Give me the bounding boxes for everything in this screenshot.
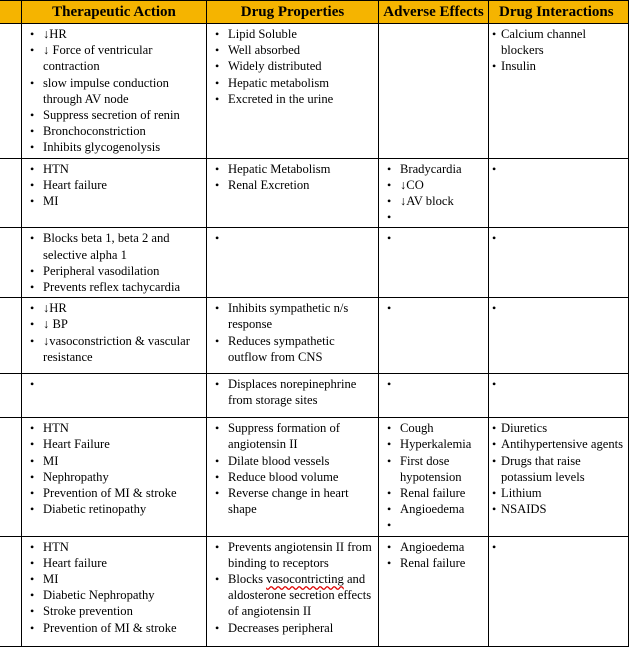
list-item: • Displaces norepinephrine from storage sites xyxy=(207,376,376,408)
list-item: • Bradycardia xyxy=(379,161,486,177)
bullet-list xyxy=(22,537,206,638)
therapeutic-action-cell xyxy=(22,298,207,374)
list-item: • Drugs that raise potassium levels xyxy=(491,453,626,485)
drug-interactions-cell xyxy=(489,298,629,374)
therapeutic-action-cell xyxy=(22,158,207,228)
bullet-list xyxy=(379,418,488,535)
list-item: • Widely distributed xyxy=(207,58,376,74)
bullet-list xyxy=(379,374,488,394)
list-item: • Inhibits glycogenolysis xyxy=(22,139,204,155)
list-item: • Blocks beta 1, beta 2 and selective alpha 1 xyxy=(22,230,204,262)
drug-interactions-cell xyxy=(489,374,629,418)
list-item: • Heart failure xyxy=(22,177,204,193)
drug-properties-cell xyxy=(207,158,379,228)
list-item: • Peripheral vasodilation xyxy=(22,263,204,279)
drug-properties-cell xyxy=(207,24,379,159)
list-item: • Renal Excretion xyxy=(207,177,376,193)
list-item xyxy=(22,376,204,392)
table-row xyxy=(0,228,629,298)
therapeutic-action-cell xyxy=(22,418,207,536)
drug-name-cell xyxy=(0,418,22,536)
list-item: • Lithium xyxy=(491,485,626,501)
header-drug-column xyxy=(0,1,22,24)
list-item: • Reduce blood volume xyxy=(207,469,376,485)
bullet-list xyxy=(379,537,488,573)
bullet-list xyxy=(22,298,206,367)
list-item: • Reduces sympathetic outflow from CNS xyxy=(207,333,376,365)
list-item: • Hepatic Metabolism xyxy=(207,161,376,177)
list-item: • HTN xyxy=(22,539,204,555)
adverse-effects-cell xyxy=(379,536,489,646)
list-item xyxy=(207,230,376,246)
list-item: • MI xyxy=(22,453,204,469)
table-row xyxy=(0,374,629,418)
bullet-list xyxy=(379,228,488,248)
list-item: • Prevention of MI & stroke xyxy=(22,485,204,501)
drug-properties-cell xyxy=(207,536,379,646)
table-row xyxy=(0,158,629,228)
bullet-list xyxy=(207,24,378,109)
list-item: • Nephropathy xyxy=(22,469,204,485)
list-item: • Diabetic retinopathy xyxy=(22,501,204,517)
table-row xyxy=(0,298,629,374)
list-item: • Diabetic Nephropathy xyxy=(22,587,204,603)
bullet-list xyxy=(489,374,628,394)
bullet-list xyxy=(489,228,628,248)
drug-interactions-cell xyxy=(489,158,629,228)
bullet-list xyxy=(207,374,378,410)
header-row xyxy=(0,1,629,24)
header-drug-properties: Drug Properties xyxy=(207,1,379,24)
bullet-list xyxy=(22,228,206,297)
therapeutic-action-cell xyxy=(22,374,207,418)
list-item: • Renal failure xyxy=(379,555,486,571)
list-item: • Dilate blood vessels xyxy=(207,453,376,469)
list-item: • Excreted in the urine xyxy=(207,91,376,107)
header-therapeutic-action: Therapeutic Action xyxy=(22,1,207,24)
list-item xyxy=(379,209,486,225)
bullet-list xyxy=(22,374,206,394)
table-row xyxy=(0,24,629,159)
list-item: • Antihypertensive agents xyxy=(491,436,626,452)
drug-name-cell xyxy=(0,24,22,159)
list-item: • Stroke prevention xyxy=(22,603,204,619)
list-item: • Lipid Soluble xyxy=(207,26,376,42)
bullet-list xyxy=(22,24,206,158)
bullet-list xyxy=(207,537,378,638)
therapeutic-action-cell xyxy=(22,228,207,298)
drug-interactions-cell xyxy=(489,536,629,646)
list-item: • NSAIDS xyxy=(491,501,626,517)
list-item: • Renal failure xyxy=(379,485,486,501)
list-item: • Heart Failure xyxy=(22,436,204,452)
adverse-effects-cell xyxy=(379,24,489,159)
adverse-effects-cell xyxy=(379,374,489,418)
drug-properties-cell xyxy=(207,418,379,536)
list-item xyxy=(379,517,486,533)
drug-properties-cell xyxy=(207,228,379,298)
list-item: • Inhibits sympathetic n/s response xyxy=(207,300,376,332)
bullet-list xyxy=(22,159,206,212)
table-body xyxy=(0,24,629,647)
list-item: • Heart failure xyxy=(22,555,204,571)
drug-name-cell xyxy=(0,158,22,228)
adverse-effects-cell xyxy=(379,228,489,298)
list-item: • Blocks vasocontricting and aldosterone secretion effects of angiotensin II xyxy=(207,571,376,620)
drug-interactions-cell xyxy=(489,24,629,159)
list-item: • Suppress secretion of renin xyxy=(22,107,204,123)
list-item: • Prevention of MI & stroke xyxy=(22,620,204,636)
bullet-list xyxy=(489,159,628,179)
bullet-list xyxy=(207,228,378,248)
drug-name-cell xyxy=(0,536,22,646)
list-item xyxy=(379,300,486,316)
list-item: • HTN xyxy=(22,161,204,177)
adverse-effects-cell xyxy=(379,158,489,228)
drug-name-cell xyxy=(0,228,22,298)
drug-name-cell xyxy=(0,298,22,374)
bullet-list xyxy=(379,159,488,228)
therapeutic-action-cell xyxy=(22,536,207,646)
adverse-effects-cell xyxy=(379,298,489,374)
table-row xyxy=(0,536,629,646)
list-item: • Angioedema xyxy=(379,539,486,555)
list-item: • Diuretics xyxy=(491,420,626,436)
drug-interactions-cell xyxy=(489,228,629,298)
list-item: • slow impulse conduction through AV node xyxy=(22,75,204,107)
therapeutic-action-cell xyxy=(22,24,207,159)
list-item: • MI xyxy=(22,571,204,587)
list-item xyxy=(491,376,626,392)
list-item xyxy=(379,376,486,392)
list-item: • ↓CO xyxy=(379,177,486,193)
bullet-list xyxy=(489,537,628,557)
list-item: • First dose hypotension xyxy=(379,453,486,485)
list-item: • ↓AV block xyxy=(379,193,486,209)
list-item: • Decreases peripheral xyxy=(207,620,376,636)
bullet-list xyxy=(207,418,378,519)
header-drug-interactions: Drug Interactions xyxy=(489,1,629,24)
table-row xyxy=(0,418,629,536)
list-item xyxy=(379,230,486,246)
bullet-list xyxy=(207,298,378,367)
adverse-effects-cell xyxy=(379,418,489,536)
bullet-list xyxy=(379,298,488,318)
list-item: • Suppress formation of angiotensin II xyxy=(207,420,376,452)
list-item: • Reverse change in heart shape xyxy=(207,485,376,517)
list-item: • ↓ Force of ventricular contraction xyxy=(22,42,204,74)
bullet-list xyxy=(489,24,628,77)
bullet-list xyxy=(489,298,628,318)
list-item: • ↓HR xyxy=(22,26,204,42)
list-item: • Calcium channel blockers xyxy=(491,26,626,58)
bullet-list xyxy=(489,418,628,519)
list-item: • Prevents angiotensin II from binding to receptors xyxy=(207,539,376,571)
spellcheck-word: vasocontricting xyxy=(266,572,344,587)
drug-properties-cell xyxy=(207,298,379,374)
list-item: • ↓vasoconstriction & vascular resistance xyxy=(22,333,204,365)
bullet-list xyxy=(207,159,378,195)
header-adverse-effects: Adverse Effects xyxy=(379,1,489,24)
list-item: • MI xyxy=(22,193,204,209)
list-item: • ↓ BP xyxy=(22,316,204,332)
drug-name-cell xyxy=(0,374,22,418)
bullet-list xyxy=(22,418,206,519)
list-item: • Well absorbed xyxy=(207,42,376,58)
list-item: • Angioedema xyxy=(379,501,486,517)
list-item: • ↓HR xyxy=(22,300,204,316)
list-item xyxy=(491,300,626,316)
list-item xyxy=(491,230,626,246)
list-item: • Prevents reflex tachycardia xyxy=(22,279,204,295)
list-item: • Insulin xyxy=(491,58,626,74)
list-item: • Hepatic metabolism xyxy=(207,75,376,91)
list-item: • Cough xyxy=(379,420,486,436)
drug-interactions-cell xyxy=(489,418,629,536)
list-item: • Hyperkalemia xyxy=(379,436,486,452)
list-item: • Bronchoconstriction xyxy=(22,123,204,139)
list-item: • HTN xyxy=(22,420,204,436)
list-item xyxy=(491,161,626,177)
list-item xyxy=(491,539,626,555)
drug-properties-cell xyxy=(207,374,379,418)
